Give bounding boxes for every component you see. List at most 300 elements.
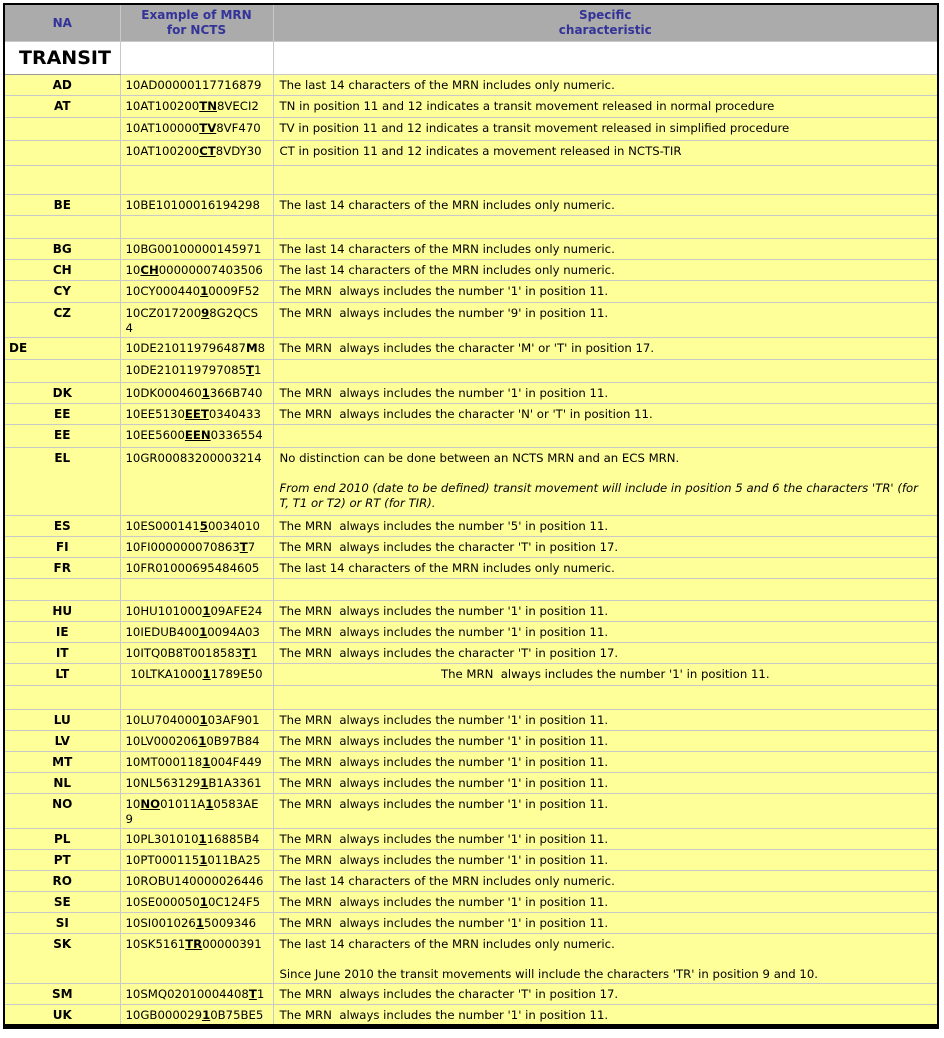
mrn-segment: 10LTKA1000	[130, 667, 203, 681]
mrn-segment: 0340433	[208, 407, 261, 421]
mrn-segment: 00000007403506	[158, 263, 263, 277]
characteristic-cell	[273, 829, 938, 850]
mrn-cell	[120, 1005, 273, 1027]
characteristic-paragraph: The last 14 characters of the MRN includes only numeric.	[279, 198, 615, 212]
mrn-segment: EET	[184, 407, 209, 421]
mrn-segment: 10DE210119796487	[125, 341, 246, 355]
table-row	[4, 516, 938, 537]
mrn-segment: 9	[201, 306, 210, 320]
characteristic-cell	[273, 303, 938, 338]
characteristic-paragraph: The last 14 characters of the MRN includes only numeric.	[279, 874, 615, 888]
characteristic-cell	[273, 75, 938, 96]
mrn-cell	[120, 622, 273, 643]
mrn-segment: 8VF470	[216, 121, 261, 135]
mrn-segment: 1	[202, 1008, 211, 1022]
mrn-segment: 10AT100200	[125, 144, 200, 158]
characteristic-paragraph: The MRN always includes the number '1' in position 11.	[279, 604, 609, 618]
mrn-segment: T	[239, 540, 248, 554]
table-row	[4, 96, 938, 118]
mrn-cell	[120, 794, 273, 829]
table-row	[4, 934, 938, 984]
characteristic-cell	[273, 664, 938, 686]
mrn-segment: 8	[257, 341, 266, 355]
characteristic-paragraph: TN in position 11 and 12 indicates a transit movement released in normal procedure	[279, 99, 775, 113]
table-row	[4, 850, 938, 871]
mrn-cell	[120, 773, 273, 794]
table-row	[4, 913, 938, 934]
na-cell: PT	[4, 850, 120, 871]
mrn-segment: 1	[198, 734, 207, 748]
na-cell: RO	[4, 871, 120, 892]
mrn-cell	[120, 537, 273, 558]
na-cell	[4, 141, 120, 166]
table-row	[4, 216, 938, 239]
mrn-cell	[120, 338, 273, 360]
characteristic-paragraph: The MRN always includes the number '1' in position 11.	[279, 895, 609, 909]
title-row-spacer	[120, 42, 273, 75]
mrn-segment: 1	[202, 755, 211, 769]
characteristic-paragraph: The MRN always includes the number '1' in position 11.	[279, 832, 609, 846]
mrn-segment: 10HU101000	[125, 604, 203, 618]
mrn-segment: 1	[199, 713, 208, 727]
mrn-segment: 10EE5600	[125, 428, 185, 442]
mrn-segment: 00000391	[202, 937, 262, 951]
mrn-cell	[120, 404, 273, 425]
na-cell: SM	[4, 984, 120, 1005]
mrn-segment: 10FI000000070863	[125, 540, 240, 554]
characteristic-paragraph: The MRN always includes the number '1' in position 11.	[279, 284, 609, 298]
characteristic-paragraph: The last 14 characters of the MRN includes only numeric.	[279, 937, 615, 951]
characteristic-paragraph: CT in position 11 and 12 indicates a movement released in NCTS-TIR	[279, 144, 682, 158]
mrn-cell	[120, 260, 273, 281]
mrn-segment: 1	[198, 832, 207, 846]
characteristic-cell	[273, 404, 938, 425]
mrn-cell	[120, 118, 273, 141]
na-cell: DE	[4, 338, 120, 360]
mrn-segment: EEN	[184, 428, 211, 442]
characteristic-cell	[273, 537, 938, 558]
mrn-segment: NO	[140, 797, 161, 811]
na-cell	[4, 216, 120, 239]
mrn-segment: 1789E50	[210, 667, 263, 681]
table-row	[4, 537, 938, 558]
mrn-cell	[120, 752, 273, 773]
characteristic-paragraph: The MRN always includes the number '1' in position 11.	[279, 1008, 609, 1022]
mrn-segment: 10EE5130	[125, 407, 185, 421]
mrn-cell	[120, 425, 273, 448]
characteristic-cell	[273, 425, 938, 448]
table-row	[4, 338, 938, 360]
mrn-segment: 10LU704000	[125, 713, 200, 727]
mrn-cell	[120, 96, 273, 118]
characteristic-cell	[273, 731, 938, 752]
characteristic-cell	[273, 710, 938, 731]
mrn-segment: 10SE000050	[125, 895, 200, 909]
mrn-segment: 5	[199, 519, 208, 533]
mrn-segment: 10ES000141	[125, 519, 200, 533]
mrn-segment: 8VECI2	[216, 99, 259, 113]
mrn-segment: 10GB000029	[125, 1008, 203, 1022]
characteristic-cell	[273, 984, 938, 1005]
characteristic-cell	[273, 1005, 938, 1027]
characteristic-paragraph: The last 14 characters of the MRN includes only numeric.	[279, 78, 615, 92]
characteristic-paragraph: The MRN always includes the number '5' in position 11.	[279, 519, 609, 533]
table-row	[4, 360, 938, 383]
mrn-segment: TV	[199, 121, 217, 135]
na-cell: AD	[4, 75, 120, 96]
table-row	[4, 404, 938, 425]
mrn-cell	[120, 303, 273, 338]
header-label: Example of MRN	[141, 8, 252, 22]
table-row	[4, 239, 938, 260]
na-cell: NL	[4, 773, 120, 794]
na-cell: PL	[4, 829, 120, 850]
mrn-segment: 366B740	[209, 386, 263, 400]
table-row	[4, 579, 938, 601]
na-cell	[4, 579, 120, 601]
na-cell: NO	[4, 794, 120, 829]
characteristic-cell	[273, 558, 938, 579]
mrn-cell	[120, 871, 273, 892]
na-cell: BG	[4, 239, 120, 260]
na-cell: HU	[4, 601, 120, 622]
mrn-segment: 1	[253, 363, 262, 377]
table-row	[4, 984, 938, 1005]
table-row	[4, 601, 938, 622]
characteristic-cell	[273, 195, 938, 216]
mrn-cell	[120, 686, 273, 710]
na-cell: LV	[4, 731, 120, 752]
characteristic-cell	[273, 686, 938, 710]
mrn-cell	[120, 850, 273, 871]
characteristic-cell	[273, 216, 938, 239]
mrn-segment: 10IEDUB400	[125, 625, 200, 639]
table-row	[4, 892, 938, 913]
mrn-segment: 9	[125, 812, 133, 826]
table-row	[4, 1005, 938, 1027]
table-row	[4, 425, 938, 448]
mrn-segment: 10DE210119797085	[125, 363, 246, 377]
table-row	[4, 643, 938, 664]
table-row	[4, 829, 938, 850]
mrn-cell	[120, 239, 273, 260]
mrn-cell	[120, 166, 273, 195]
mrn-segment: T	[246, 363, 254, 377]
mrn-cell	[120, 448, 273, 516]
mrn-cell	[120, 360, 273, 383]
characteristic-paragraph: The MRN always includes the number '1' in position 11.	[279, 797, 609, 811]
characteristic-paragraph: The MRN always includes the character 'M' or 'T' in position 17.	[279, 341, 655, 355]
mrn-segment: 8VDY30	[215, 144, 262, 158]
mrn-segment: 10DK000460	[125, 386, 202, 400]
mrn-segment: 10AD00000117716879	[125, 78, 262, 92]
title-row-spacer	[273, 42, 938, 75]
mrn-segment: 8G2QCS	[209, 306, 259, 320]
table-row	[4, 281, 938, 303]
characteristic-paragraph: The MRN always includes the number '1' in position 11.	[279, 713, 609, 727]
mrn-segment: 10SK5161	[125, 937, 186, 951]
table-row	[4, 558, 938, 579]
characteristic-cell	[273, 934, 938, 984]
mrn-segment: 1	[256, 987, 265, 1001]
characteristic-paragraph: The last 14 characters of the MRN includes only numeric.	[279, 263, 615, 277]
mrn-segment: 10NL563129	[125, 776, 201, 790]
na-cell: CH	[4, 260, 120, 281]
characteristic-cell	[273, 773, 938, 794]
characteristic-paragraph: The MRN always includes the number '1' in position 11.	[279, 755, 609, 769]
mrn-segment: 10CY000440	[125, 284, 201, 298]
table-row	[4, 773, 938, 794]
characteristic-paragraph: The last 14 characters of the MRN includes only numeric.	[279, 242, 615, 256]
characteristic-cell	[273, 601, 938, 622]
mrn-segment: 10MT000118	[125, 755, 203, 769]
mrn-segment: 0B75BE5	[210, 1008, 264, 1022]
na-cell: ES	[4, 516, 120, 537]
header-row	[4, 4, 938, 42]
characteristic-paragraph	[280, 466, 932, 481]
mrn-segment: 1	[199, 895, 208, 909]
mrn-cell	[120, 934, 273, 984]
table-row	[4, 118, 938, 141]
mrn-segment: 004F449	[210, 755, 262, 769]
mrn-segment: 09AFE24	[210, 604, 263, 618]
mrn-segment: 10SMQ02010004408	[125, 987, 249, 1001]
mrn-segment: 10GR00083200003214	[125, 451, 262, 465]
na-cell: IT	[4, 643, 120, 664]
table-body	[4, 75, 938, 1027]
characteristic-cell	[273, 752, 938, 773]
mrn-cell	[120, 75, 273, 96]
mrn-segment: 10AT100000	[125, 121, 200, 135]
characteristic-cell	[273, 622, 938, 643]
mrn-segment: 10AT100200	[125, 99, 200, 113]
characteristic-paragraph	[280, 952, 932, 967]
mrn-segment: 16885B4	[206, 832, 260, 846]
mrn-cell	[120, 516, 273, 537]
characteristic-paragraph: The MRN always includes the character 'T' in position 17.	[279, 540, 619, 554]
mrn-cell	[120, 141, 273, 166]
mrn-segment: T	[242, 646, 251, 660]
characteristic-cell	[273, 338, 938, 360]
na-cell: SK	[4, 934, 120, 984]
characteristic-paragraph: The MRN always includes the number '1' in position 11.	[279, 734, 609, 748]
characteristic-paragraph: The MRN always includes the number '1' in position 11.	[279, 776, 609, 790]
characteristic-cell	[273, 96, 938, 118]
characteristic-cell	[273, 281, 938, 303]
na-cell: AT	[4, 96, 120, 118]
characteristic-cell	[273, 141, 938, 166]
table-row	[4, 731, 938, 752]
table-row	[4, 686, 938, 710]
mrn-segment: 1	[195, 916, 204, 930]
characteristic-cell	[273, 643, 938, 664]
characteristic-paragraph: The MRN always includes the number '1' in position 11.	[440, 667, 770, 681]
table-row	[4, 141, 938, 166]
mrn-cell	[120, 643, 273, 664]
mrn-cell	[120, 195, 273, 216]
header-label: characteristic	[558, 23, 652, 37]
characteristic-cell	[273, 260, 938, 281]
transit-mrn-table	[3, 3, 939, 1029]
mrn-segment: TR	[185, 937, 203, 951]
mrn-segment: 1	[202, 667, 211, 681]
characteristic-cell	[273, 794, 938, 829]
column-header-na	[4, 4, 120, 42]
characteristic-paragraph: TV in position 11 and 12 indicates a transit movement released in simplified procedure	[279, 121, 790, 135]
na-cell: EE	[4, 404, 120, 425]
characteristic-paragraph: The MRN always includes the number '1' in position 11.	[279, 853, 609, 867]
mrn-segment: 10FR01000695484605	[125, 561, 260, 575]
na-cell: CZ	[4, 303, 120, 338]
mrn-segment: 10BE10100016194298	[125, 198, 260, 212]
mrn-segment: 5009346	[204, 916, 257, 930]
mrn-segment: 0009F52	[208, 284, 260, 298]
column-header-mrn	[120, 4, 273, 42]
mrn-cell	[120, 664, 273, 686]
na-cell	[4, 686, 120, 710]
characteristic-paragraph: The MRN always includes the number '1' in position 11.	[279, 625, 609, 639]
mrn-segment: 1	[200, 776, 209, 790]
na-cell	[4, 360, 120, 383]
mrn-segment: 10CZ017200	[125, 306, 202, 320]
mrn-segment: 0583AE	[213, 797, 259, 811]
mrn-segment: 1	[205, 797, 214, 811]
characteristic-paragraph: Since June 2010 the transit movements will include the characters 'TR' in position 9 and 10.	[279, 967, 818, 981]
table-row	[4, 752, 938, 773]
mrn-cell	[120, 892, 273, 913]
mrn-segment: 0C124F5	[207, 895, 261, 909]
mrn-segment: 7	[247, 540, 256, 554]
mrn-segment: 0B97B84	[206, 734, 260, 748]
na-cell: LU	[4, 710, 120, 731]
characteristic-cell	[273, 850, 938, 871]
na-cell: CY	[4, 281, 120, 303]
characteristic-cell	[273, 166, 938, 195]
mrn-cell	[120, 913, 273, 934]
table-row	[4, 622, 938, 643]
mrn-cell	[120, 984, 273, 1005]
mrn-segment: 0034010	[207, 519, 260, 533]
table-row	[4, 303, 938, 338]
table-row	[4, 794, 938, 829]
characteristic-cell	[273, 579, 938, 601]
characteristic-paragraph: From end 2010 (date to be defined) transit movement will include in position 5 and 6 the characters 'TR' (for T, T1 or T2) or RT (for TIR).	[279, 481, 922, 510]
na-cell: FI	[4, 537, 120, 558]
na-cell: UK	[4, 1005, 120, 1027]
table-row	[4, 710, 938, 731]
characteristic-paragraph: The MRN always includes the number '9' in position 11.	[279, 306, 609, 320]
mrn-segment: 01011A	[160, 797, 206, 811]
table-row	[4, 664, 938, 686]
na-cell: BE	[4, 195, 120, 216]
characteristic-cell	[273, 892, 938, 913]
characteristic-cell	[273, 516, 938, 537]
characteristic-paragraph: The MRN always includes the number '1' in position 11.	[279, 386, 609, 400]
mrn-segment: 10LV000206	[125, 734, 199, 748]
mrn-segment: 1	[202, 604, 211, 618]
na-cell: SE	[4, 892, 120, 913]
na-cell: SI	[4, 913, 120, 934]
characteristic-paragraph: The MRN always includes the character 'T' in position 17.	[279, 987, 619, 1001]
mrn-segment: CH	[140, 263, 159, 277]
characteristic-cell	[273, 871, 938, 892]
na-cell: EL	[4, 448, 120, 516]
mrn-cell	[120, 216, 273, 239]
mrn-segment: 03AF901	[207, 713, 260, 727]
column-header-characteristic	[273, 4, 938, 42]
na-cell	[4, 166, 120, 195]
mrn-segment: 1	[199, 625, 208, 639]
mrn-segment: B1A3361	[208, 776, 262, 790]
mrn-segment: 011BA25	[207, 853, 261, 867]
mrn-segment: 10ITQ0B8T0018583	[125, 646, 243, 660]
table-row	[4, 448, 938, 516]
header-label: for NCTS	[166, 23, 227, 37]
mrn-segment: M	[246, 341, 258, 355]
table-row	[4, 166, 938, 195]
characteristic-paragraph: No distinction can be done between an NCTS MRN and an ECS MRN.	[279, 451, 680, 465]
characteristic-cell	[273, 913, 938, 934]
characteristic-cell	[273, 448, 938, 516]
mrn-segment: 1	[199, 853, 208, 867]
table-row	[4, 195, 938, 216]
na-cell: DK	[4, 383, 120, 404]
na-cell: IE	[4, 622, 120, 643]
table-row	[4, 75, 938, 96]
mrn-segment: 1	[200, 284, 209, 298]
na-cell: EE	[4, 425, 120, 448]
mrn-cell	[120, 281, 273, 303]
characteristic-cell	[273, 360, 938, 383]
mrn-segment: 10	[125, 263, 141, 277]
table-row	[4, 260, 938, 281]
title-row	[4, 42, 938, 75]
characteristic-cell	[273, 239, 938, 260]
mrn-segment: TN	[199, 99, 217, 113]
mrn-segment: 10BG00100000145971	[125, 242, 262, 256]
mrn-cell	[120, 710, 273, 731]
mrn-segment: 0336554	[210, 428, 263, 442]
mrn-segment: CT	[199, 144, 216, 158]
mrn-segment: 4	[125, 321, 133, 335]
mrn-segment: 10	[125, 797, 141, 811]
characteristic-paragraph: The MRN always includes the number '1' in position 11.	[279, 916, 609, 930]
na-cell: LT	[4, 664, 120, 686]
mrn-cell	[120, 579, 273, 601]
mrn-segment: T	[248, 987, 257, 1001]
mrn-segment: 1	[250, 646, 258, 660]
characteristic-paragraph: The last 14 characters of the MRN includes only numeric.	[279, 561, 615, 575]
table-row	[4, 871, 938, 892]
mrn-segment: 0094A03	[207, 625, 260, 639]
mrn-cell	[120, 601, 273, 622]
header-label: Specific	[578, 8, 632, 22]
mrn-cell	[120, 558, 273, 579]
mrn-segment: 10PT000115	[125, 853, 200, 867]
mrn-segment: 10PL301010	[125, 832, 199, 846]
na-cell: FR	[4, 558, 120, 579]
header-label: NA	[52, 15, 72, 30]
mrn-segment: 10SI001026	[125, 916, 196, 930]
page-title: TRANSIT	[4, 42, 120, 75]
table-row	[4, 383, 938, 404]
mrn-segment: 1	[201, 386, 210, 400]
na-cell	[4, 118, 120, 141]
na-cell: MT	[4, 752, 120, 773]
document-sheet	[3, 3, 941, 1029]
characteristic-cell	[273, 118, 938, 141]
mrn-cell	[120, 383, 273, 404]
